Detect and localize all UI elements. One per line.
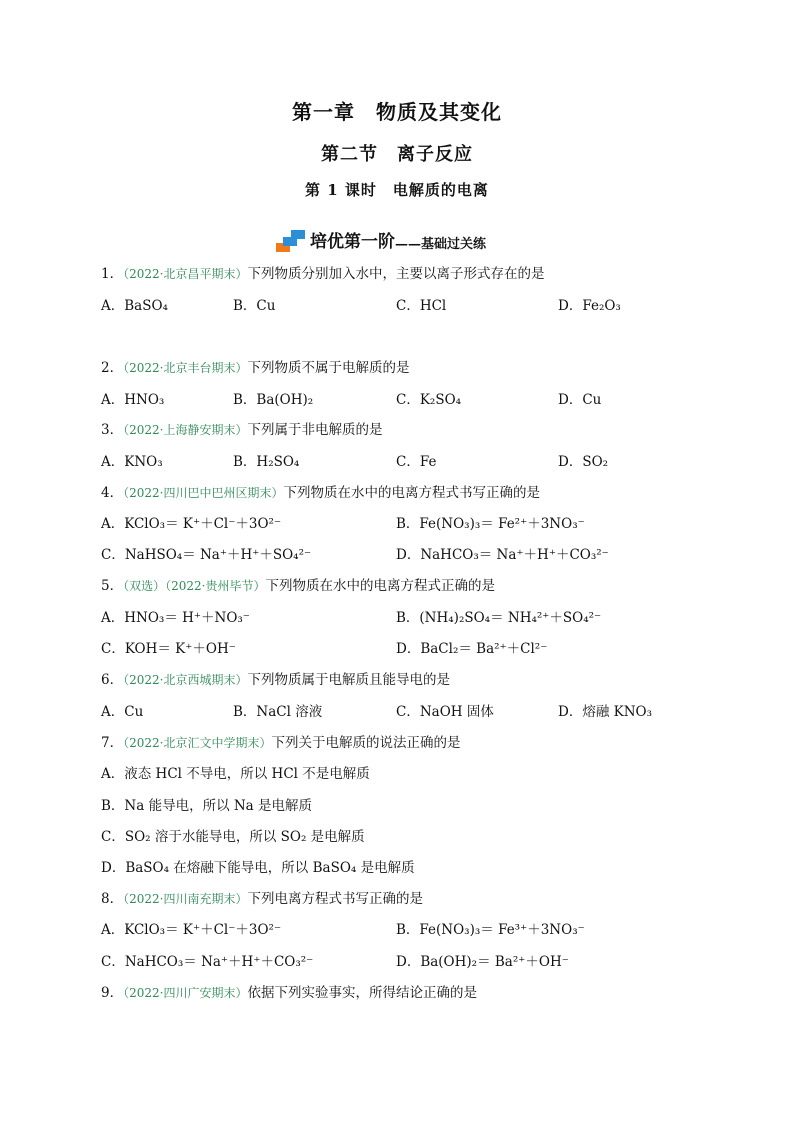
option-a: A．BaSO₄ [101,298,168,314]
option-c: C．NaHCO₃＝ Na⁺＋H⁺＋CO₃²⁻ [101,954,314,970]
question-source: （2022·北京昌平期末） [123,267,248,281]
option-b: B．H₂SO₄ [233,454,300,470]
question-source: （2022·北京汇文中学期末） [123,736,272,750]
option-a: A．KClO₃＝ K⁺＋Cl⁻＋3O²⁻ [101,922,282,938]
question-6: 6．（2022·北京西城期末）下列物质属于电解质且能导电的是 [101,672,450,688]
question-source: （2022·四川巴中巴州区期末） [123,486,284,500]
question-4: 4．（2022·四川巴中巴州区期末）下列物质在水中的电离方程式书写正确的是 [101,485,540,501]
level-banner [276,226,486,252]
option-d: D．Fe₂O₃ [558,298,621,314]
option-a: A．KNO₃ [101,454,163,470]
question-source: （2022·北京西城期末） [123,673,248,687]
question-5: 5．（双选）（2022·贵州毕节）下列物质在水中的电离方程式正确的是 [101,578,495,594]
question-source: （2022·四川广安期末） [123,986,248,1000]
question-3: 3．（2022·上海静安期末）下列属于非电解质的是 [101,422,383,438]
option-b: B．Fe(NO₃)₃＝ Fe³⁺＋3NO₃⁻ [396,922,585,938]
option-b: B．NaCl 溶液 [233,704,323,720]
option-c: C．Fe [396,454,437,470]
option-c: C．SO₂ 溶于水能导电，所以 SO₂ 是电解质 [101,829,365,845]
option-a: A．KClO₃＝ K⁺＋Cl⁻＋3O²⁻ [101,516,282,532]
banner-title: 培优第一阶 [310,232,395,252]
lesson-title: 第 1 课时 电解质的电离 [305,181,489,199]
question-source: （双选）（2022·贵州毕节） [123,579,266,593]
question-8: 8．（2022·四川南充期末）下列电离方程式书写正确的是 [101,891,423,907]
option-a: A．HNO₃ [101,392,165,408]
option-d: D．BaSO₄ 在熔融下能导电，所以 BaSO₄ 是电解质 [101,860,415,876]
option-b: B．(NH₄)₂SO₄＝ NH₄²⁺＋SO₄²⁻ [396,610,602,626]
option-d: D．Ba(OH)₂＝ Ba²⁺＋OH⁻ [396,954,569,970]
question-source: （2022·北京丰台期末） [123,361,248,375]
chapter-title: 第一章 物质及其变化 [292,100,502,124]
option-c: C．NaHSO₄＝ Na⁺＋H⁺＋SO₄²⁻ [101,547,312,563]
banner-subtitle: ——基础过关练 [395,237,487,252]
question-7: 7．（2022·北京汇文中学期末）下列关于电解质的说法正确的是 [101,735,461,751]
option-b: B．Na 能导电，所以 Na 是电解质 [101,798,313,814]
option-d: D．Cu [558,392,602,408]
option-a: A．HNO₃＝ H⁺＋NO₃⁻ [101,610,250,626]
option-d: D．SO₂ [558,454,609,470]
option-a: A．液态 HCl 不导电，所以 HCl 不是电解质 [101,766,370,782]
question-source: （2022·四川南充期末） [123,892,248,906]
option-d: D．NaHCO₃＝ Na⁺＋H⁺＋CO₃²⁻ [396,547,609,563]
option-c: C．KOH＝ K⁺＋OH⁻ [101,641,236,657]
option-a: A．Cu [101,704,144,720]
option-c: C．NaOH 固体 [396,704,494,720]
question-1: 1．（2022·北京昌平期末）下列物质分别加入水中，主要以离子形式存在的是 [101,266,545,282]
question-2: 2．（2022·北京丰台期末）下列物质不属于电解质的是 [101,360,410,376]
option-b: B．Fe(NO₃)₃＝ Fe²⁺＋3NO₃⁻ [396,516,585,532]
option-c: C．HCl [396,298,447,314]
stairs-icon [276,228,306,252]
option-d: D．BaCl₂＝ Ba²⁺＋Cl²⁻ [396,641,548,657]
section-title: 第二节 离子反应 [321,144,473,165]
question-source: （2022·上海静安期末） [123,423,248,437]
option-b: B．Cu [233,298,276,314]
question-9: 9．（2022·四川广安期末）依据下列实验事实，所得结论正确的是 [101,985,477,1001]
option-d: D．熔融 KNO₃ [558,704,652,720]
option-c: C．K₂SO₄ [396,392,462,408]
option-b: B．Ba(OH)₂ [233,392,314,408]
